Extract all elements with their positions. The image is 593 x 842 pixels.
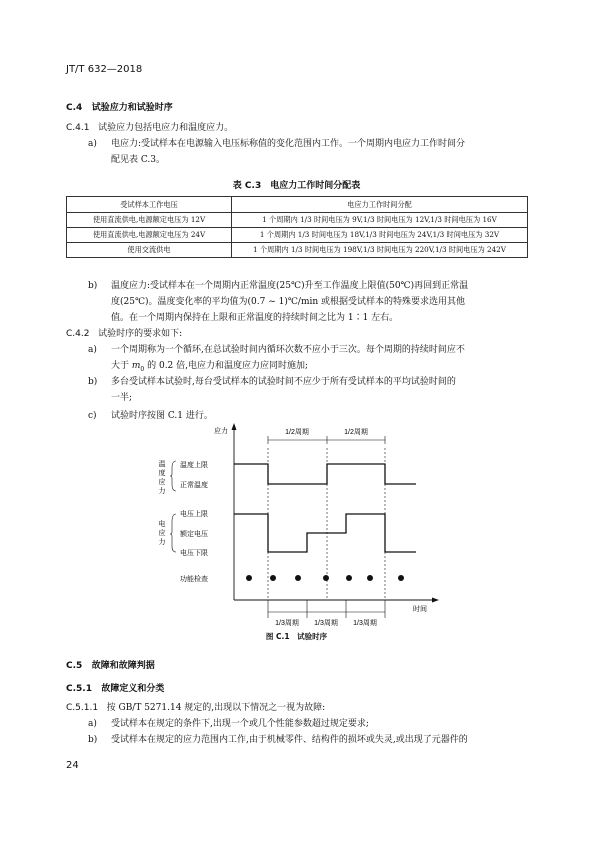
item-text-line: 大于 $m_0$ 的 0.2 倍,电应力和温度应力应同时施加; <box>111 361 309 373</box>
temp-upper-label: 温度上限 <box>180 462 208 469</box>
clause-number: C.4.1 <box>66 123 90 133</box>
page-number: 24 <box>66 760 79 771</box>
item-text-line: 电应力:受试样本在电源输入电压标称值的变化范围内工作。一个周期内电应力工作时间分 <box>111 139 466 149</box>
y-arrow-icon <box>232 423 237 430</box>
section-number: C.4 <box>66 103 83 113</box>
temp-group-label: 温 <box>158 461 166 468</box>
clause-number: C.4.2 <box>66 329 90 339</box>
svg-text:力: 力 <box>158 488 166 495</box>
timing-diagram <box>150 418 450 636</box>
volt-rated-label: 额定电压 <box>180 531 208 538</box>
table-header-cell: 电应力工作时间分配 <box>232 197 528 213</box>
section-title: 故障和故障判据 <box>91 661 155 671</box>
section-title: 故障定义和分类 <box>101 684 165 694</box>
svg-text:应: 应 <box>158 479 166 486</box>
item-text-line: 试验时序按图 C.1 进行。 <box>111 411 213 421</box>
temp-normal-label: 正常温度 <box>180 482 208 489</box>
list-mark: b) <box>88 735 98 745</box>
clause-c42 <box>66 326 182 342</box>
voltage-table <box>66 196 528 258</box>
item-text-line: 温度应力:受试样本在一个周期内正常温度(25℃)升至工作温度上限值(50℃)再回到正常温 <box>111 281 469 291</box>
section-title: 试验应力和试验时序 <box>91 103 173 113</box>
check-dot <box>323 575 329 581</box>
table-cell: 使用交流供电 <box>67 243 232 258</box>
clause-text: 试验应力包括电应力和温度应力。 <box>98 123 234 133</box>
temp-waveform <box>234 464 416 484</box>
standard-code: JT/T 632—2018 <box>66 64 143 75</box>
svg-text:应: 应 <box>158 530 166 537</box>
brace-icon <box>170 514 176 552</box>
brace-icon <box>170 461 176 491</box>
svg-text:力: 力 <box>158 539 166 546</box>
item-text-line: 配见表 C.3。 <box>111 155 166 165</box>
item-text-line: 多台受试样本试验时,每台受试样本的试验时间不应少于所有受试样本的平均试验时间的 <box>111 377 456 387</box>
table-cell: 使用直流供电,电源额定电压为 24V <box>67 228 232 243</box>
table-cell: 1 个周期内 1/3 时间电压为 198V,1/3 时间电压为 220V,1/3 时间电压为 242V <box>232 243 528 258</box>
figure-caption: 图 C.1 试验时序 <box>265 632 328 641</box>
table-cell: 1 个周期内 1/3 时间电压为 18V,1/3 时间电压为 24V,1/3 时间电压为 32V <box>232 228 528 243</box>
table-row <box>67 213 528 228</box>
half-period-label: 1/2周期 <box>344 429 368 436</box>
clause-c511 <box>66 700 325 716</box>
list-mark: a) <box>88 719 97 729</box>
section-c51 <box>66 681 164 694</box>
item-text-line: 度(25℃)。温度变化率的平均值为(0.7 ~ 1)℃/min 或根据受试样本的特殊要求选用其他 <box>111 297 466 307</box>
section-c5 <box>66 658 155 671</box>
item-text-line: 一半; <box>111 393 133 403</box>
function-check-label: 功能检查 <box>180 576 208 583</box>
check-dot <box>398 575 404 581</box>
clause-text: 试验时序的要求如下: <box>98 329 183 339</box>
table-caption: 表 C.3 电应力工作时间分配表 <box>232 181 361 191</box>
clause-c41 <box>66 120 233 136</box>
list-mark: b) <box>88 281 98 291</box>
volt-group-label: 电 <box>158 521 166 528</box>
section-c4 <box>66 100 173 113</box>
check-dot <box>246 575 252 581</box>
item-text-line: 一个周期称为一个循环,在总试验时间内循环次数不应小于三次。每个周期的持续时间应不 <box>111 345 465 355</box>
table-cell: 1 个周期内 1/3 时间电压为 9V,1/3 时间电压为 12V,1/3 时间电压为 16V <box>232 213 528 228</box>
svg-text:度: 度 <box>158 470 166 477</box>
clause-text: 按 GB/T 5271.14 规定的,出现以下情况之一视为故障: <box>106 703 326 713</box>
check-dot <box>367 575 373 581</box>
third-period-label: 1/3周期 <box>353 620 377 627</box>
item-text-line: 受试样本在规定的应力范围内工作,由于机械零件、结构件的损坏或失灵,或出现了元器件的 <box>111 735 468 745</box>
item-text-line: 受试样本在规定的条件下,出现一个或几个性能参数超过规定要求; <box>111 719 369 729</box>
item-text-line: 值。在一个周期内保持在上限和正常温度的持续时间之比为 1∶1 左右。 <box>111 313 399 323</box>
clause-number: C.5.1.1 <box>66 703 99 713</box>
volt-lower-label: 电压下限 <box>180 550 208 557</box>
x-axis-label: 时间 <box>413 606 427 613</box>
section-number: C.5.1 <box>66 684 92 694</box>
list-mark: b) <box>88 377 98 387</box>
list-mark: a) <box>88 139 97 149</box>
x-arrow-icon <box>432 598 439 603</box>
table-row <box>67 243 528 258</box>
check-dot <box>346 575 352 581</box>
table-row <box>67 228 528 243</box>
third-period-label: 1/3周期 <box>314 620 338 627</box>
list-mark: a) <box>88 345 97 355</box>
half-period-label: 1/2周期 <box>285 429 309 436</box>
table-header-cell: 受试样本工作电压 <box>67 197 232 213</box>
y-axis-label: 应力 <box>214 428 228 435</box>
third-period-label: 1/3周期 <box>275 620 299 627</box>
volt-upper-label: 电压上限 <box>180 511 208 518</box>
volt-waveform <box>234 514 416 552</box>
table-header-row <box>67 197 528 213</box>
list-mark: c) <box>88 411 97 421</box>
check-dot <box>270 575 276 581</box>
check-dot <box>295 575 301 581</box>
section-number: C.5 <box>66 661 83 671</box>
table-cell: 使用直流供电,电源额定电压为 12V <box>67 213 232 228</box>
